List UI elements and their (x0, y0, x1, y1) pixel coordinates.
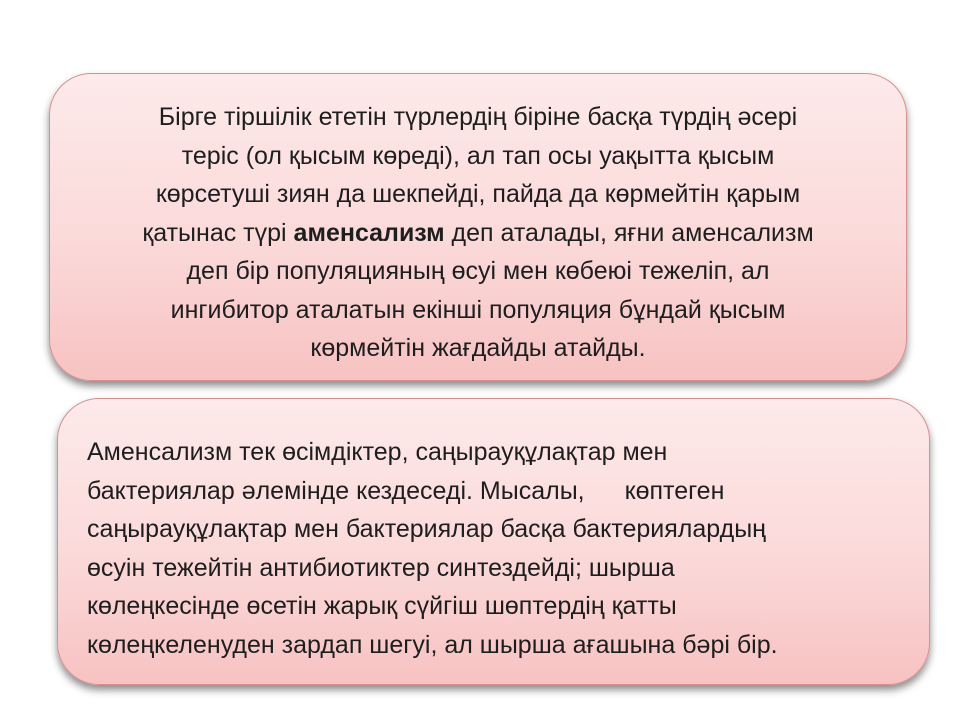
examples-line: көлеңкесінде өсетін жарық сүйгіш шөптердің қатты (87, 592, 677, 620)
definition-line: теріс (ол қысым көреді), ал тап осы уақытта қысым (181, 141, 775, 170)
examples-line: Аменсализм тек өсімдіктер, саңырауқұлақтар мен (87, 438, 668, 466)
examples-line-part: бактериялар әлемінде кездеседі. Мысалы, (87, 476, 585, 505)
examples-line: көлеңкеленуден зардап шегуі, ал шырша ағашына бәрі бір. (87, 630, 778, 659)
definition-line: деп бір популяцияның өсуі мен көбеюі тежеліп, ал (186, 257, 770, 285)
definition-line (90, 214, 866, 253)
examples-text (87, 433, 901, 664)
definition-line: көрмейтін жағдайды атайды. (310, 334, 646, 362)
term-amensalism: аменсализм (293, 218, 445, 247)
definition-text (90, 98, 866, 368)
examples-line-part: көптеген (624, 476, 725, 505)
examples-line: өсуін тежейтін антибиотиктер синтездейді; шырша (87, 553, 675, 582)
definition-line: көрсетуші зиян да шекпейді, пайда да көрмейтін қарым (155, 180, 801, 208)
definition-line: Бірге тіршілік ететін түрлердің біріне басқа түрдің әсері (158, 103, 798, 131)
examples-line: саңырауқұлақтар мен бактериялар басқа бактериялардың (87, 515, 766, 543)
examples-box (57, 398, 930, 685)
definition-line-part: деп аталады, яғни аменсализм (444, 218, 814, 247)
definition-line-part: қатынас түрі (142, 218, 294, 247)
definition-line: ингибитор аталатын екінші популяция бұндай қысым (170, 295, 786, 324)
examples-line (87, 472, 901, 511)
definition-box (49, 73, 907, 381)
